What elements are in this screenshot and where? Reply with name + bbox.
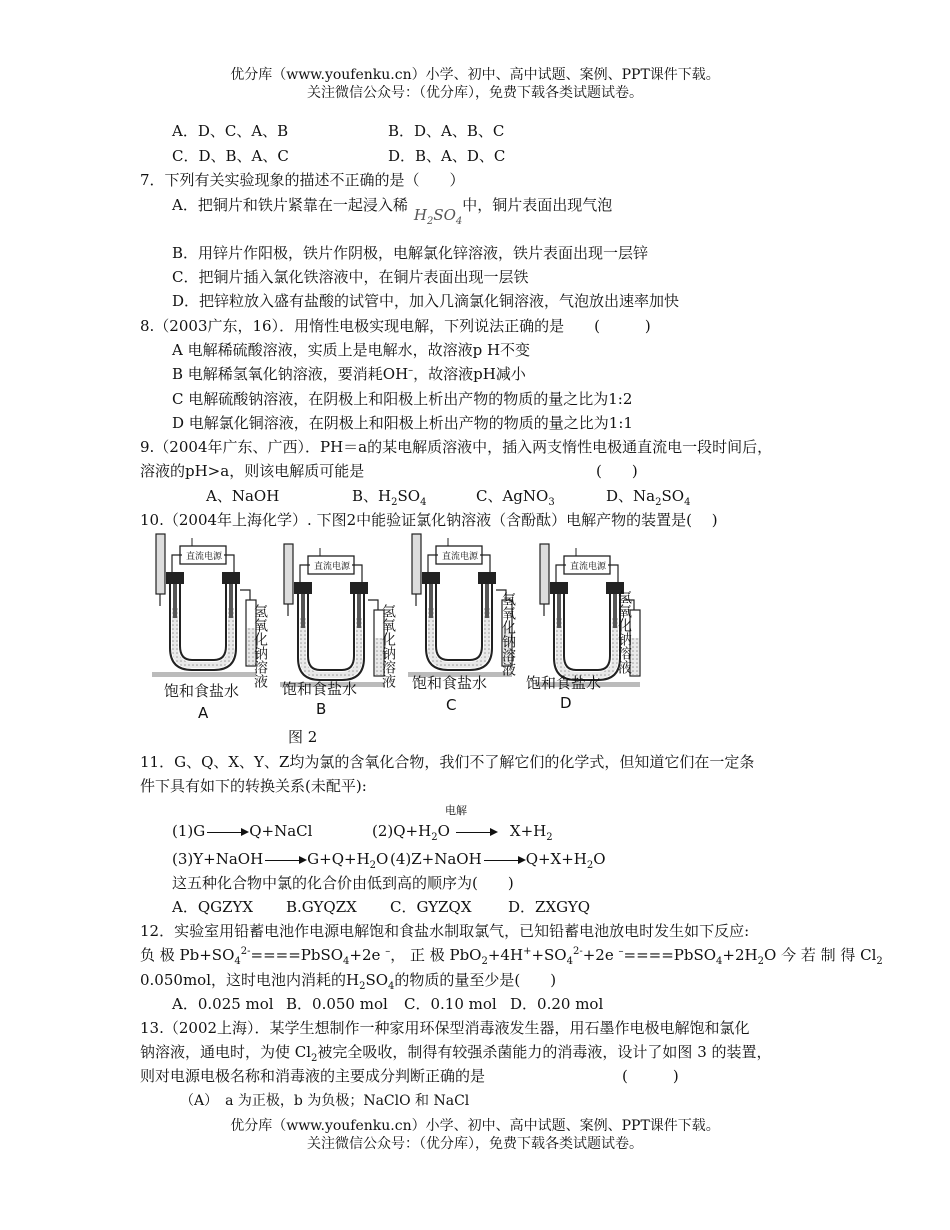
power-label-d: 直流电源 [570, 562, 607, 572]
q12-line3 [140, 970, 556, 990]
arrow-icon [484, 860, 524, 861]
arrow-icon [456, 832, 496, 833]
q9-stem-1: 9.（2004年广东、广西）．PH＝a的某电解质溶液中，插入两支惰性电极通直流电一段时间后， [140, 438, 773, 456]
q11-eq2-right-sub: 2 [546, 832, 553, 843]
figure-2-caption: 图 2 [288, 728, 318, 746]
q10-stem: 10.（2004年上海化学）. 下图2中能验证氯化钠溶液（含酚酞）电解产物的装置是( ) [140, 511, 718, 529]
q12-option-d: D．0.20 mol [510, 995, 604, 1013]
q12-line3-mid: SO [365, 971, 389, 989]
power-label-a: 直流电源 [186, 552, 223, 562]
q7-stem: 7．下列有关实验现象的描述不正确的是（ ） [140, 171, 465, 189]
q7-formula-sub4: 4 [455, 216, 463, 227]
q12-neg-sub2: 4 [343, 956, 350, 967]
q11-option-d: D．ZXGYQ [508, 898, 591, 916]
bottom-label-d: 饱和食盐水 [526, 674, 602, 692]
q11-eq3-right-sub: 2 [369, 860, 377, 871]
q12-pos-mid1: +4H [487, 946, 524, 964]
q7-formula-so: SO [433, 206, 456, 224]
q12-pos-sub4: 2 [757, 956, 764, 967]
q11-eq4-right-post: O [593, 850, 606, 868]
q12-option-a: A．0.025 mol [172, 995, 274, 1013]
q13-stem-3: 则对电源电极名称和消毒液的主要成分判断正确的是 [140, 1067, 486, 1085]
q11-eq3 [172, 849, 388, 869]
q11-eq4 [390, 849, 606, 869]
q11-eq4-right-pre: Q+X+H [525, 850, 587, 868]
power-label-b: 直流电源 [314, 562, 351, 572]
q12-stem: 12．实验室用铅蓄电池作电源电解饱和食盐水制取氯气，已知铅蓄电池放电时发生如下反应: [140, 922, 750, 940]
q11-stem-2: 件下具有如下的转换关系(未配平): [140, 777, 367, 795]
q12-pos-mid2: +SO [531, 946, 567, 964]
q9-option-c-pre: C、AgNO [476, 487, 549, 505]
q11-eq3-left: (3)Y+NaOH [172, 850, 264, 868]
q7-formula-sub2: 2 [426, 216, 434, 227]
q9-option-c-sub: 3 [548, 497, 555, 508]
q11-eq3-right-post: O [376, 850, 389, 868]
q11-eq2-right-pre: X+H [509, 822, 547, 840]
q12-reaction-line [140, 945, 883, 965]
q8-option-d: D 电解氯化铜溶液，在阴极上和阳极上析出产物的物质的量之比为1:1 [172, 414, 633, 432]
q12-neg-sub: 4 [234, 956, 241, 967]
q6-option-a: A．D、C、A、B [172, 122, 289, 140]
q12-pos-tail: O 今 若 制 得 Cl [764, 946, 877, 964]
q12-line3-pre: 0.050mol，这时电池内消耗的H [140, 971, 360, 989]
q9-option-b-sub2: 4 [420, 497, 427, 508]
q12-neg-sup: 2- [240, 946, 251, 957]
q12-pos-sup3: – [618, 946, 624, 957]
q9-option-c [476, 486, 555, 506]
q7-option-c: C．把铜片插入氯化铁溶液中，在铜片表面出现一层铁 [172, 268, 529, 286]
letter-b: B [316, 700, 327, 718]
letter-d: D [560, 694, 572, 712]
side-label-c: 氢氧化钠溶液 [500, 592, 516, 676]
q9-option-b [352, 486, 426, 506]
q12-pos-mid5: +2H [722, 946, 758, 964]
q11-option-a: A．QGZYX [172, 898, 254, 916]
q11-eq3-right-pre: G+Q+H [307, 850, 370, 868]
q11-eq2 [372, 821, 553, 841]
q12-pos-sup2: 2- [572, 946, 583, 957]
bottom-label-a: 饱和食盐水 [164, 682, 240, 700]
figure-2-apparatus [148, 528, 668, 726]
q12-line3-sub2: 4 [388, 981, 395, 992]
q8-option-b-pre: B 电解稀氢氧化钠溶液，要消耗OH [172, 365, 409, 383]
letter-c: C [446, 696, 457, 714]
q7-formula [414, 205, 462, 225]
header-line-2: 关注微信公众号：（优分库），免费下载各类试题试卷。 [307, 85, 643, 101]
q6-option-c: C．D、B、A、C [172, 147, 289, 165]
q11-option-b: B.GYQZX [286, 898, 357, 916]
side-label-b: 氢氧化钠溶液 [380, 604, 396, 688]
q12-line3-post: 的物质的量至少是( ) [394, 971, 557, 989]
q6-option-d: D．B、A、D、C [388, 147, 506, 165]
q12-line3-sub1: 2 [359, 981, 366, 992]
q11-ask: 这五种化合物中氯的化合价由低到高的顺序为( ) [172, 874, 514, 892]
q12-pos-pre: ， 正 极 PbO [390, 946, 482, 964]
q9-paren: ( ) [596, 462, 638, 480]
q8-option-b-sup: – [408, 365, 414, 376]
q9-option-d-mid: SO [661, 487, 685, 505]
q13-stem-1: 13.（2002上海）．某学生想制作一种家用环保型消毒液发生器，用石墨作电极电解饱和氯化 [140, 1019, 750, 1037]
q11-eq2-left-pre: (2)Q+H [372, 822, 432, 840]
side-label-d: 氢氧化钠溶液 [616, 590, 632, 674]
q11-eq1 [172, 821, 312, 841]
q11-eq2-left-post: O [437, 822, 450, 840]
q12-option-b: B．0.050 mol [286, 995, 388, 1013]
q12-pos-sub5: 2 [876, 956, 883, 967]
q11-eq2-condition: 电解 [445, 804, 467, 817]
q13-stem-2-post: 被完全吸收，制得有较强杀菌能力的消毒液，设计了如图 3 的装置， [317, 1043, 772, 1061]
q12-pos-sup1: + [523, 946, 532, 957]
q9-stem-2: 溶液的pH>a，则该电解质可能是 [140, 462, 365, 480]
bottom-label-c: 饱和食盐水 [412, 674, 488, 692]
q12-neg-pre: 负 极 Pb+SO [140, 946, 235, 964]
q11-eq1-right: Q+NaCl [249, 822, 313, 840]
q13-stem-2-sub: 2 [311, 1053, 318, 1064]
q9-option-b-sub1: 2 [391, 497, 398, 508]
q8-option-b-post: ，故溶液pH减小 [413, 365, 526, 383]
q13-option-a: （A） a 为正极，b 为负极；NaClO 和 NaCl [180, 1093, 470, 1109]
q12-pos-sub1: 2 [481, 956, 488, 967]
q11-eq2-left-sub: 2 [431, 832, 438, 843]
q9-option-d-sub2: 4 [684, 497, 691, 508]
q9-option-a: A、NaOH [206, 487, 280, 505]
q9-option-d-sub1: 2 [655, 497, 662, 508]
footer-line-1: 优分库（www.youfenku.cn）小学、初中、高中试题、案例、PPT课件下载。 [230, 1118, 720, 1134]
letter-a: A [198, 704, 209, 722]
q13-paren: ( ) [622, 1067, 679, 1085]
q11-option-c: C．GYZQX [390, 898, 472, 916]
q12-neg-sup2: – [385, 946, 391, 957]
q11-eq4-right-sub: 2 [586, 860, 594, 871]
q12-pos-sub2: 4 [566, 956, 573, 967]
q9-option-d-pre: D、Na [606, 487, 656, 505]
power-label-c: 直流电源 [442, 552, 479, 562]
q12-pos-mid4: ====PbSO [623, 946, 717, 964]
q8-option-a: A 电解稀硫酸溶液，实质上是电解水，故溶液p H不变 [172, 341, 531, 359]
q11-eq1-left: (1)G [172, 822, 206, 840]
q8-option-b [172, 364, 526, 384]
arrow-icon [265, 860, 305, 861]
q7-option-b: B．用锌片作阳极，铁片作阴极，电解氯化锌溶液，铁片表面出现一层锌 [172, 244, 649, 262]
q13-stem-2-pre: 钠溶液，通电时，为使 Cl [140, 1043, 312, 1061]
side-label-a: 氢氧化钠溶液 [252, 604, 268, 688]
footer-line-2: 关注微信公众号：（优分库），免费下载各类试题试卷。 [307, 1136, 643, 1152]
q8-option-c: C 电解硫酸钠溶液，在阴极上和阳极上析出产物的物质的量之比为1:2 [172, 390, 633, 408]
arrow-icon [207, 832, 247, 833]
q12-pos-mid3: +2e [582, 946, 619, 964]
q11-eq4-left: (4)Z+NaOH [390, 850, 482, 868]
q7-option-a [172, 195, 613, 227]
q12-neg-post: ====PbSO [250, 946, 344, 964]
q9-option-d [606, 486, 690, 506]
q12-neg-tail: +2e [349, 946, 386, 964]
q9-option-b-mid: SO [397, 487, 421, 505]
q7-option-a-pre: A．把铜片和铁片紧靠在一起浸入稀 [172, 196, 408, 214]
q9-option-b-pre: B、H [352, 487, 392, 505]
q8-stem: 8.（2003广东，16）．用惰性电极实现电解，下列说法正确的是 ( ) [140, 317, 651, 335]
q12-pos-sub3: 4 [716, 956, 723, 967]
q13-stem-2 [140, 1042, 772, 1062]
q11-stem-1: 11．G、Q、X、Y、Z均为氯的含氧化合物，我们不了解它们的化学式，但知道它们在一定条 [140, 753, 755, 771]
bottom-label-b: 饱和食盐水 [282, 680, 358, 698]
q7-formula-h: H [413, 206, 427, 224]
q7-option-a-post: 中，铜片表面出现气泡 [462, 196, 613, 214]
header-line-1: 优分库（www.youfenku.cn）小学、初中、高中试题、案例、PPT课件下载。 [230, 67, 720, 83]
q7-option-d: D．把锌粒放入盛有盐酸的试管中，加入几滴氯化铜溶液，气泡放出速率加快 [172, 292, 680, 310]
q6-option-b: B．D、A、B、C [388, 122, 505, 140]
q12-option-c: C．0.10 mol [404, 995, 497, 1013]
